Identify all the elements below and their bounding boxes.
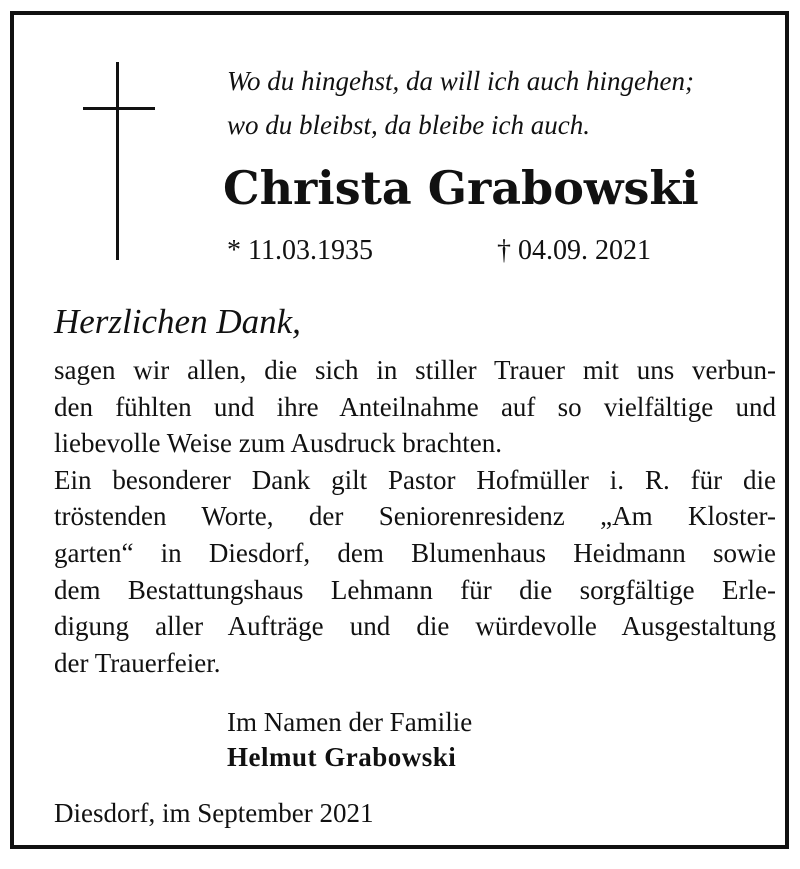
signature-intro: Im Namen der Familie: [227, 707, 473, 737]
motto-verse: [227, 59, 694, 147]
death-date: † 04.09. 2021: [497, 235, 651, 266]
thanks-heading: Herzlichen Dank,: [54, 302, 301, 341]
deceased-name: Christa Grabowski: [223, 161, 699, 215]
cross-icon: [116, 62, 119, 260]
body-line: den fühlten und ihre Anteilnahme auf so vielfältige und: [54, 391, 776, 422]
body-line: sagen wir allen, die sich in stiller Trauer mit uns verbun-: [54, 355, 776, 385]
obituary-frame: [10, 11, 789, 849]
body-line: dem Bestattungshaus Lehmann für die sorgfältige Erle-: [54, 574, 776, 605]
motto-line-1: Wo du hingehst, da will ich auch hingehen;: [227, 66, 694, 96]
birth-date: * 11.03.1935: [227, 235, 373, 266]
body-line: liebevolle Weise zum Ausdruck brachten.: [54, 428, 502, 459]
body-line: Ein besonderer Dank gilt Pastor Hofmüller i. R. für die: [54, 464, 776, 495]
body-line: tröstenden Worte, der Seniorenresidenz „Am Kloster-: [54, 501, 776, 532]
thanks-body: [54, 352, 776, 681]
body-line: garten“ in Diesdorf, dem Blumenhaus Heidmann sowie: [54, 537, 776, 568]
cross-icon-bar: [83, 107, 155, 110]
signature-name: Helmut Grabowski: [227, 742, 457, 772]
body-line: der Trauerfeier.: [54, 647, 221, 678]
motto-line-2: wo du bleibst, da bleibe ich auch.: [227, 110, 590, 140]
place-date: Diesdorf, im September 2021: [54, 798, 374, 828]
body-line: digung aller Aufträge und die würdevolle Ausgestaltung: [54, 611, 776, 642]
